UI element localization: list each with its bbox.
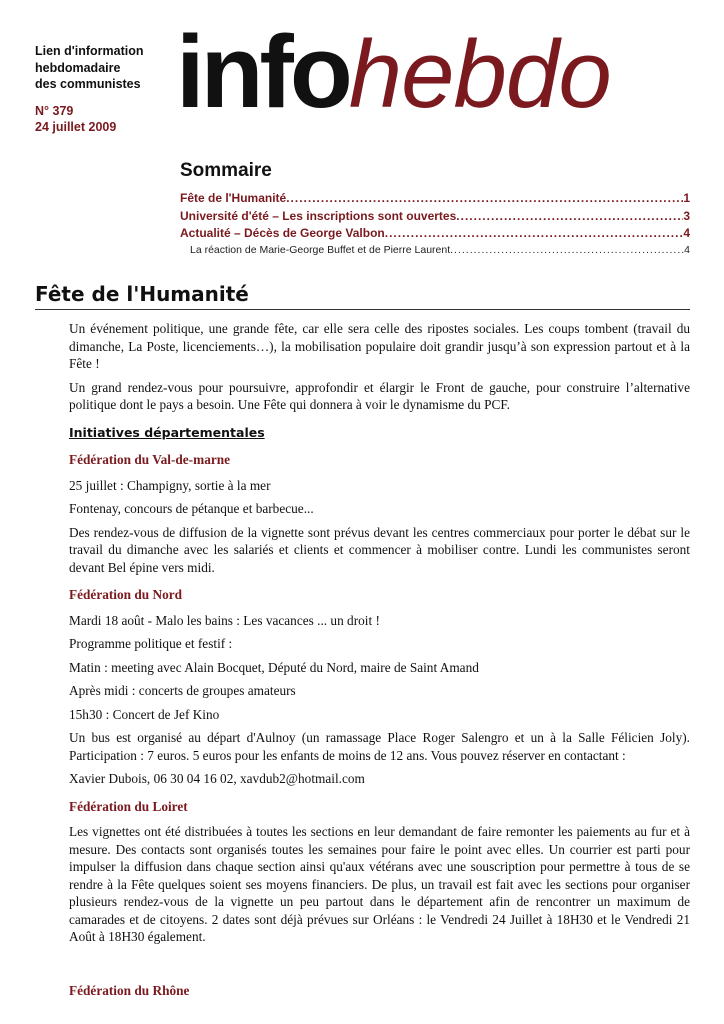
- brand-logo: [176, 14, 611, 140]
- federation-heading: Fédération du Loiret: [69, 798, 188, 814]
- federation-heading: Fédération du Val-de-marne: [69, 452, 231, 467]
- toc-item-page: 3: [683, 208, 690, 223]
- toc-item-page: 1: [683, 191, 690, 205]
- article-title: Fête de l'Humanité: [35, 282, 690, 310]
- issue-number: N° 379: [35, 103, 74, 118]
- article-body: [69, 320, 690, 1007]
- paragraph: 15h30 : Concert de Jef Kino: [69, 706, 220, 722]
- toc-leader: [456, 209, 683, 223]
- paragraph: Les vignettes ont été distribuées à toutes les sections en leur demandant de faire remonter les paiements au fur et à mesure. Des contacts sont organisés toutes les semaines pour faire le point avec elles. Un courrier est parti pour impulser la diffusion dans chaque section ainsi qu'aux vétérans avec une souscription pour permettre à tous de se rendre à la Fête quelques soient ses moyens financiers. De plus, un travail est fait avec les sections pour organiser plusieurs rendez-vous de la vignette un peu partout dans le département afin de rencontrer un maximum de camarades et de citoyens. 2 dates sont déjà prévues sur Orléans : le Vendredi 24 Juillet à 18H30 et le Vendredi 21 Août à 18H30 également.: [69, 824, 690, 944]
- toc-subitem[interactable]: [180, 244, 690, 258]
- masthead-tagline: [35, 43, 175, 136]
- toc-leader: [450, 244, 684, 256]
- toc-title: Sommaire: [180, 160, 272, 181]
- tagline-line-3: des communistes: [35, 77, 141, 91]
- toc-item-page: 4: [683, 226, 690, 240]
- toc-item[interactable]: [180, 226, 690, 244]
- brand-part-info: info: [176, 14, 349, 129]
- toc-item-label: Fête de l'Humanité: [180, 191, 287, 205]
- issue-date: 24 juillet 2009: [35, 120, 117, 134]
- paragraph: Après midi : concerts de groupes amateurs: [69, 683, 296, 698]
- paragraph: Programme politique et festif :: [69, 636, 233, 651]
- toc-leader: [385, 226, 684, 240]
- paragraph: Xavier Dubois, 06 30 04 16 02, xavdub2@hotmail.com: [69, 771, 365, 786]
- paragraph: Mardi 18 août - Malo les bains : Les vacances ... un droit !: [69, 612, 380, 628]
- paragraph: Des rendez-vous de diffusion de la vignette sont prévus devant les centres commerciaux pour porter le débat sur le travail du dimanche avec les salariés et clients et commencer à mobiliser contre. Lundi les communistes seront devant Bel épine vers midi.: [69, 524, 690, 575]
- toc-leader: [286, 191, 683, 205]
- paragraph: Fontenay, concours de pétanque et barbecue...: [69, 501, 314, 516]
- paragraph: Matin : meeting avec Alain Bocquet, Député du Nord, maire de Saint Amand: [69, 659, 479, 675]
- toc-item[interactable]: [180, 209, 690, 227]
- tagline-line-2: hebdomadaire: [35, 60, 121, 75]
- federation-heading: Fédération du Rhône: [69, 982, 190, 998]
- paragraph: 25 juillet : Champigny, sortie à la mer: [69, 477, 271, 493]
- toc-item[interactable]: [180, 191, 690, 209]
- toc-item-label: Actualité – Décès de George Valbon: [180, 226, 385, 240]
- paragraph: Un bus est organisé au départ d'Aulnoy (un ramassage Place Roger Salengro et un à la Salle Félicien Joly). Participation : 7 euros. 5 euros pour les enfants de moins de 12 ans. Vous pouvez réserver en contactant :: [69, 730, 690, 763]
- toc-item-label: Université d'été – Les inscriptions sont ouvertes: [180, 208, 457, 223]
- federation-heading: Fédération du Nord: [69, 587, 183, 602]
- subheading: Initiatives départementales: [69, 424, 265, 440]
- intro-paragraph: Un grand rendez-vous pour poursuivre, approfondir et élargir le Front de gauche, pour construire l’alternative politique dont le pays a besoin. Une Fête qui donnera à voir le dynamisme du PCF.: [69, 379, 690, 412]
- brand-part-hebdo: hebdo: [348, 21, 611, 128]
- table-of-contents: [180, 160, 690, 258]
- tagline-line-1: Lien d'information: [35, 44, 144, 58]
- toc-item-label: La réaction de Marie-George Buffet et de Pierre Laurent: [190, 243, 451, 256]
- toc-item-page: 4: [684, 243, 690, 256]
- intro-paragraph: Un événement politique, une grande fête, car elle sera celle des ripostes sociales. Les coups tombent (travail du dimanche, La Poste, licenciements…), la mobilisation populaire doit grandir jusqu’à son expression partout et à la Fête !: [69, 321, 690, 371]
